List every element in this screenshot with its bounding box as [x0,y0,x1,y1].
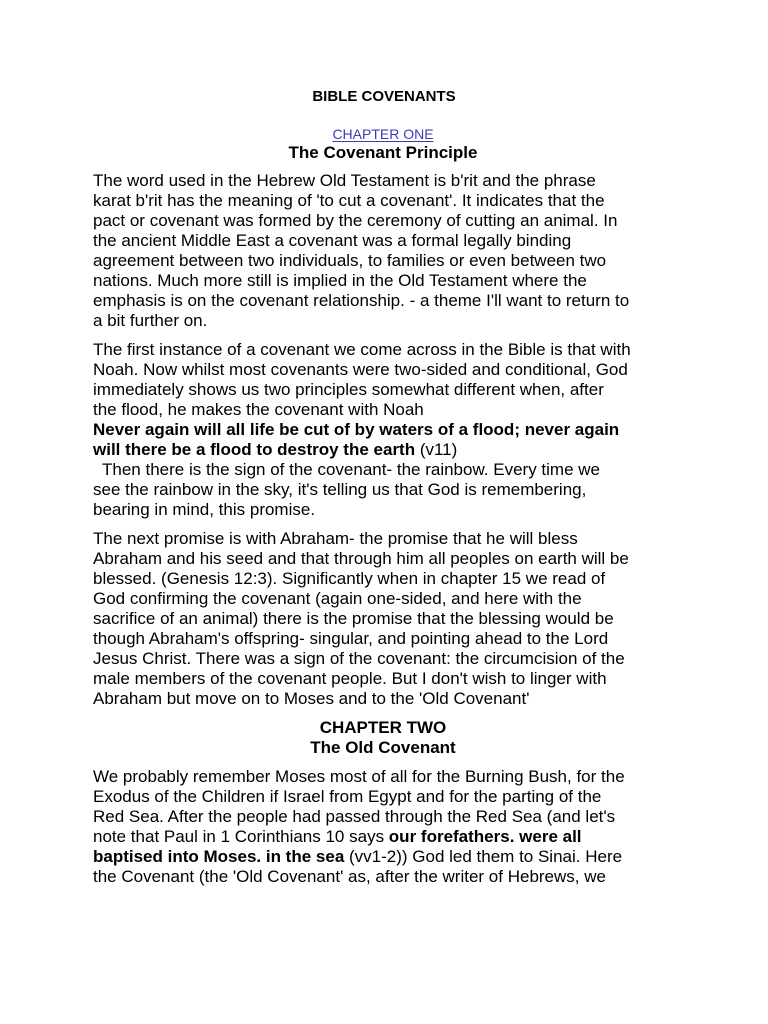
scripture-quote-line [93,420,673,440]
text-line: emphasis is on the covenant relationship. - a theme I'll want to return to [93,291,630,310]
chapter-one-link[interactable]: CHAPTER ONE [332,126,434,142]
text-line: Exodus of the Children if Israel from Egypt and for the parting of the [93,787,602,806]
scripture-quote-bold: our forefathers. were all [388,827,582,846]
scripture-quote-bold: will there be a flood to destroy the earth [93,440,416,459]
text-line: karat b'rit has the meaning of 'to cut a covenant'. It indicates that the [93,191,605,210]
text-line: We probably remember Moses most of all for the Burning Bush, for the [93,767,625,786]
text-line: though Abraham's offspring- singular, and pointing ahead to the Lord [93,629,609,648]
text-line: a bit further on. [93,311,208,330]
text-line: Jesus Christ. There was a sign of the covenant: the circumcision of the [93,649,625,668]
document-page [93,86,673,887]
text-line: The first instance of a covenant we come across in the Bible is that with [93,340,631,359]
text-line: see the rainbow in the sky, it's telling us that God is remembering, [93,480,587,499]
text-line: God confirming the covenant (again one-sided, and here with the [93,589,582,608]
text-line [93,847,673,867]
text-line: Then there is the sign of the covenant- the rainbow. Every time we [102,460,600,479]
scripture-quote-bold: Never again will all life be cut of by waters of a flood; never again [93,420,620,439]
text-line: Abraham but move on to Moses and to the 'Old Covenant' [93,689,530,708]
scripture-quote-line [93,440,673,460]
text-line: Abraham and his seed and that through him all peoples on earth will be [93,549,629,568]
text-line: the ancient Middle East a covenant was a formal legally binding [93,231,572,250]
text-line: Noah. Now whilst most covenants were two-sided and conditional, God [93,360,628,379]
paragraph-noah-covenant [93,340,673,520]
text-line: Red Sea. After the people had passed through the Red Sea (and let's [93,807,616,826]
text-line: The word used in the Hebrew Old Testament is b'rit and the phrase [93,171,596,190]
chapter-two-heading: The Old Covenant [310,738,456,757]
chapter-two-label: CHAPTER TWO [319,718,447,737]
text-span: (vv1-2)) God led them to Sinai. Here [344,847,623,866]
verse-reference: (v11) [415,440,458,459]
text-line: sacrifice of an animal) there is the promise that the blessing would be [93,609,614,628]
text-line: nations. Much more still is implied in the Old Testament where the [93,271,587,290]
scripture-quote-bold: baptised into Moses. in the sea [93,847,345,866]
text-line: pact or covenant was formed by the ceremony of cutting an animal. In [93,211,618,230]
text-line: The next promise is with Abraham- the promise that he will bless [93,529,578,548]
paragraph-abraham-covenant [93,529,673,709]
text-line: blessed. (Genesis 12:3). Significantly when in chapter 15 we read of [93,569,606,588]
document-title: BIBLE COVENANTS [312,88,456,105]
text-line: the Covenant (the 'Old Covenant' as, after the writer of Hebrews, we [93,867,606,886]
text-line: immediately shows us two principles somewhat different when, after [93,380,604,399]
text-line: agreement between two individuals, to families or even between two [93,251,607,270]
paragraph-moses-covenant [93,767,673,887]
chapter-one-heading: The Covenant Principle [288,143,478,162]
text-line: the flood, he makes the covenant with Noah [93,400,424,419]
text-span: note that Paul in 1 Corinthians 10 says [93,827,389,846]
text-line: male members of the covenant people. But I don't wish to linger with [93,669,607,688]
text-line [93,827,673,847]
paragraph-cutting-covenant [93,171,673,331]
text-line: bearing in mind, this promise. [93,500,316,519]
